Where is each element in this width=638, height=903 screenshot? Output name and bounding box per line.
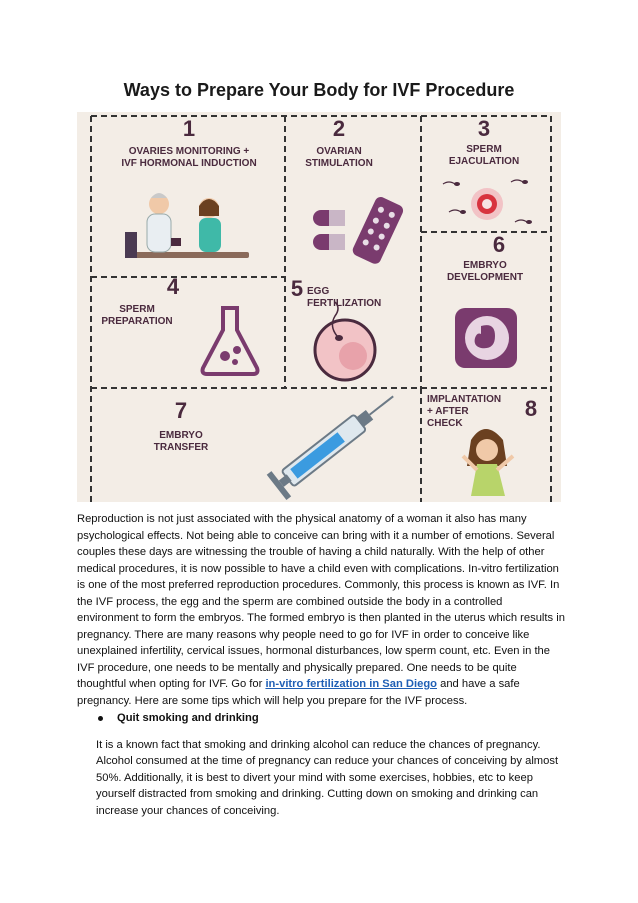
- paragraph-text: [77, 511, 567, 709]
- step-8-number: 8: [524, 396, 538, 421]
- tip-body: It is a known fact that smoking and drinking alcohol can reduce the chances of pregnancy. Alcohol consumed at the time of pregnancy can reduce your chances of conceiving by almost 50%. Additionally, it is best to divert your mind with some exercises, hobbies, etc to keep yourself distracted from smoking and drinking. Cutting down on smoking and drinking can increase your chances of conceiving.: [96, 738, 559, 817]
- step-1-label-line1: OVARIES MONITORING +: [128, 146, 250, 157]
- step-8-label-line2: + AFTER: [427, 406, 469, 417]
- step-7-number: 7: [174, 398, 188, 423]
- step-5-label-line2: FERTILIZATION: [307, 298, 382, 309]
- step-6-label-line2: DEVELOPMENT: [446, 272, 524, 283]
- step-7-label-line2: TRANSFER: [153, 442, 209, 453]
- step-2-label-line1: OVARIAN: [316, 146, 362, 157]
- step-1-label-line2: IVF HORMONAL INDUCTION: [121, 158, 257, 169]
- ivf-infographic: [77, 112, 561, 502]
- step-5-label-line1: EGG: [307, 286, 330, 297]
- ivf-san-diego-link[interactable]: in-vitro fertilization in San Diego: [265, 678, 437, 690]
- step-2-number: 2: [332, 116, 346, 141]
- step-3-number: 3: [477, 116, 491, 141]
- intro-paragraph: [77, 511, 567, 709]
- paragraph-text-before-link: Reproduction is not just associated with the physical anatomy of a woman it also has many psychological effects. Not being able to conceive can bring with it a number of emotions. Several couples these days are witnessing the trouble of having a child naturally. With the help of other medical procedures, it is now possible to have a child even with complications. In-vitro fertilization is one of the most preferred reproduction procedures. Commonly, this process is known as IVF. In the IVF process, the egg and the sperm are combined outside the body in a controlled environment to form the embryos. The formed embryo is then planted in the uterus which results in pregnancy. There are many reasons why people need to go for IVF in order to conceive like unexplained infertility, cervical issues, hormonal disturbances, low sperm count, etc. Even in the IVF procedure, one needs to be mentally and physically prepared. One needs to be quite thoughtful when opting for IVF. Go for: [77, 513, 565, 690]
- step-7-label-line1: EMBRYO: [159, 430, 203, 441]
- step-8-label-line1: IMPLANTATION: [427, 394, 502, 405]
- step-4-label-line1: SPERM: [119, 304, 155, 315]
- tip-heading: [90, 710, 560, 727]
- step-5-number: 5: [290, 276, 304, 301]
- page-title: Ways to Prepare Your Body for IVF Procedure: [123, 80, 515, 100]
- step-8-label-line3: CHECK: [427, 418, 463, 429]
- paragraph-text-after-link: and have a safe pregnancy. Here are some tips which will help you prepare for the IVF process.: [77, 678, 520, 707]
- step-4-number: 4: [166, 274, 180, 299]
- step-6-number: 6: [492, 232, 506, 257]
- bullet-icon: [98, 716, 103, 721]
- step-1-number: 1: [182, 116, 196, 141]
- step-2-label-line2: STIMULATION: [305, 158, 373, 169]
- step-3-label-line1: SPERM: [466, 144, 502, 155]
- step-4-label-line2: PREPARATION: [101, 316, 173, 327]
- tip-heading-text: Quit smoking and drinking: [117, 712, 259, 724]
- embryo-illustration: [455, 308, 517, 368]
- tips-list: [90, 710, 560, 819]
- step-6-label-line1: EMBRYO: [463, 260, 507, 271]
- step-3-label-line2: EJACULATION: [448, 156, 520, 167]
